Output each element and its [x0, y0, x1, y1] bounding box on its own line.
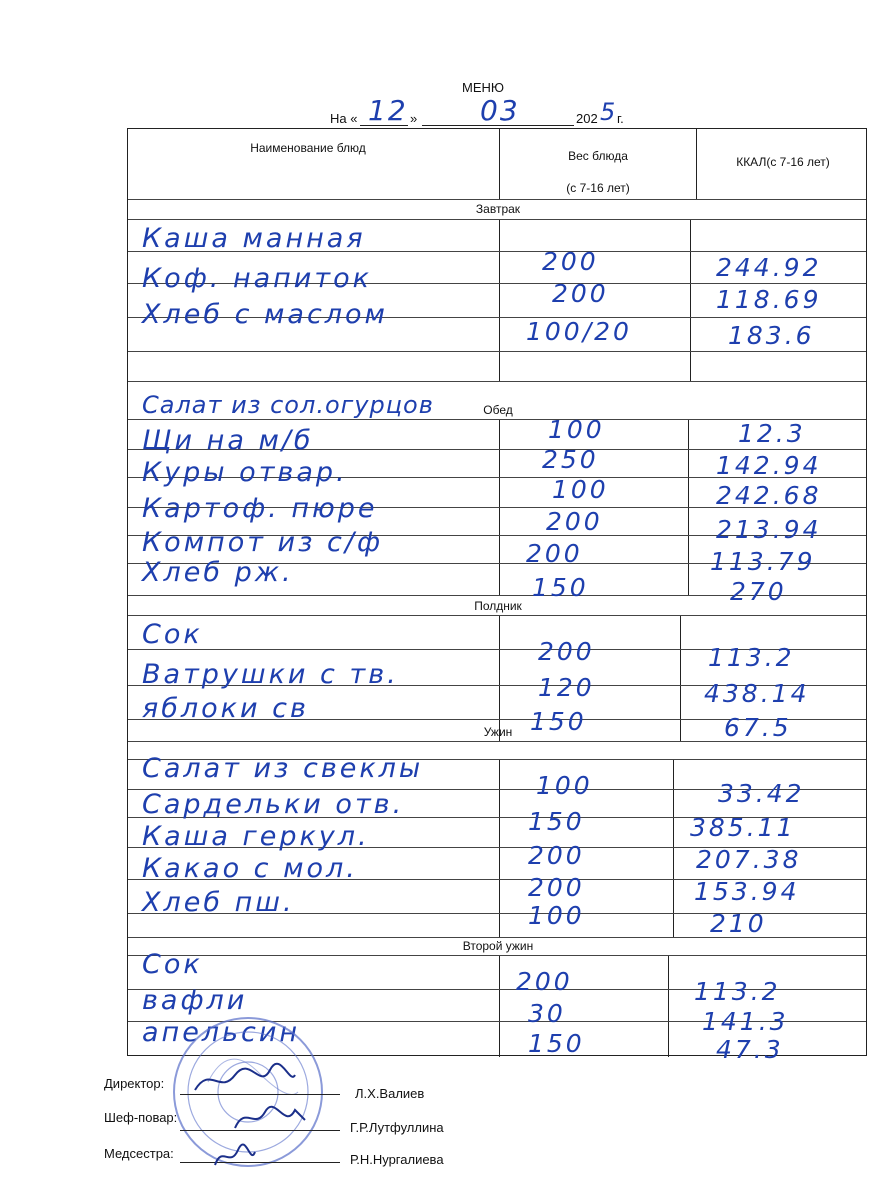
chef-signature — [230, 1100, 310, 1136]
snack-item-name: Сок — [142, 619, 203, 650]
breakfast-item-kcal: 118.69 — [716, 285, 822, 314]
lunch-item-kcal: 270 — [730, 577, 787, 606]
snack-item-name: яблоки св — [142, 693, 309, 724]
row-line — [128, 955, 866, 956]
dinner-item-name: Какао с мол. — [142, 853, 358, 884]
breakfast-item-name: Хлеб с маслом — [142, 299, 388, 330]
second-dinner-item-weight: 200 — [516, 967, 573, 996]
lunch-item-name: Компот из с/ф — [142, 527, 384, 558]
dinner-item-kcal: 210 — [710, 909, 767, 938]
dinner-item-weight: 200 — [528, 841, 585, 870]
breakfast-item-weight: 200 — [552, 279, 609, 308]
row-line — [128, 199, 866, 200]
breakfast-item-weight: 200 — [542, 247, 599, 276]
chef-name: Г.Р.Лутфуллина — [350, 1120, 444, 1135]
lunch-item-weight: 150 — [532, 573, 589, 602]
col-line-2f — [668, 955, 669, 1057]
dinner-item-kcal: 153.94 — [694, 877, 800, 906]
nurse-name: Р.Н.Нургалиева — [350, 1152, 444, 1167]
day-value: 12 — [368, 94, 408, 127]
lunch-item-kcal: 213.94 — [716, 515, 822, 544]
dinner-item-name: Каша геркул. — [142, 821, 370, 852]
lunch-item-kcal: 242.68 — [716, 481, 822, 510]
row-line — [128, 219, 866, 220]
second-dinner-item-kcal: 47.3 — [716, 1035, 784, 1064]
second-dinner-item-weight: 150 — [528, 1029, 585, 1058]
dinner-item-weight: 150 — [528, 807, 585, 836]
director-signature — [190, 1060, 300, 1100]
col-line-1f — [499, 955, 500, 1057]
dinner-item-kcal: 207.38 — [696, 845, 802, 874]
col-header-weight-sub: (с 7-16 лет) — [566, 181, 630, 195]
second-dinner-item-name: Сок — [142, 949, 203, 980]
page-title: МЕНЮ — [462, 80, 505, 95]
breakfast-item-name: Каша манная — [142, 223, 366, 254]
lunch-item-name: Хлеб рж. — [142, 557, 294, 588]
nurse-signature — [210, 1140, 260, 1170]
col-line-1b — [499, 219, 500, 381]
director-name: Л.Х.Валиев — [355, 1086, 425, 1101]
lunch-item-weight: 100 — [548, 415, 605, 444]
date-sep: » — [410, 111, 418, 126]
breakfast-item-kcal: 183.6 — [728, 321, 815, 350]
second-dinner-item-kcal: 141.3 — [702, 1007, 789, 1036]
menu-table — [127, 128, 867, 1064]
dinner-item-name: Салат из свеклы — [142, 753, 424, 784]
lunch-item-weight: 250 — [542, 445, 599, 474]
row-line — [128, 351, 866, 352]
snack-item-kcal: 113.2 — [708, 643, 795, 672]
col-line-2e — [673, 759, 674, 937]
section-second-dinner: Второй ужин — [462, 939, 534, 953]
section-dinner: Ужин — [483, 725, 513, 739]
date-prefix: На « — [330, 111, 358, 126]
lunch-item-kcal: 12.3 — [738, 419, 806, 448]
col-line-2d — [680, 615, 681, 741]
year-digit: 5 — [600, 98, 618, 126]
second-dinner-item-kcal: 113.2 — [694, 977, 781, 1006]
col-header-weight: Вес блюда — [568, 149, 628, 163]
col-header-name: Наименование блюд — [250, 141, 366, 155]
month-value: 03 — [480, 94, 520, 127]
second-dinner-item-name: апельсин — [142, 1017, 301, 1048]
snack-item-weight: 150 — [530, 707, 587, 736]
dinner-item-name: Хлеб пш. — [142, 887, 295, 918]
nurse-label: Медсестра: — [104, 1146, 174, 1161]
dinner-item-name: Сардельки отв. — [142, 789, 405, 820]
chef-label: Шеф-повар: — [104, 1110, 178, 1125]
section-lunch: Обед — [483, 403, 513, 417]
lunch-item-name: Куры отвар. — [142, 457, 348, 488]
breakfast-item-weight: 100/20 — [526, 317, 632, 346]
snack-item-kcal: 67.5 — [724, 713, 792, 742]
director-label: Директор: — [104, 1076, 165, 1091]
lunch-item-weight: 200 — [546, 507, 603, 536]
section-breakfast: Завтрак — [475, 202, 521, 216]
col-line-2b — [690, 219, 691, 381]
lunch-item-weight: 200 — [526, 539, 583, 568]
second-dinner-item-weight: 30 — [528, 999, 566, 1028]
col-header-kcal: ККАЛ(с 7-16 лет) — [736, 155, 830, 169]
lunch-item-name: Картоф. пюре — [142, 493, 378, 524]
snack-item-kcal: 438.14 — [704, 679, 810, 708]
year-prefix: 202 — [576, 111, 598, 126]
breakfast-item-kcal: 244.92 — [716, 253, 822, 282]
breakfast-item-name: Коф. напиток — [142, 263, 372, 294]
lunch-item-name: Щи на м/б — [142, 425, 314, 456]
dinner-item-kcal: 385.11 — [690, 813, 796, 842]
date-line — [330, 94, 640, 130]
lunch-item-name: Салат из сол.огурцов — [142, 391, 434, 419]
snack-item-weight: 120 — [538, 673, 595, 702]
snack-item-weight: 200 — [538, 637, 595, 666]
snack-item-name: Ватрушки с тв. — [142, 659, 399, 690]
lunch-item-weight: 100 — [552, 475, 609, 504]
col-line-2 — [696, 129, 697, 199]
lunch-item-kcal: 142.94 — [716, 451, 822, 480]
col-line-1d — [499, 615, 500, 741]
dinner-item-weight: 200 — [528, 873, 585, 902]
row-line — [128, 381, 866, 382]
col-line-1e — [499, 759, 500, 937]
dinner-item-kcal: 33.42 — [718, 779, 805, 808]
row-line — [128, 615, 866, 616]
year-suffix: г. — [617, 111, 624, 126]
second-dinner-item-name: вафли — [142, 985, 248, 1016]
lunch-item-kcal: 113.79 — [710, 547, 816, 576]
dinner-item-weight: 100 — [536, 771, 593, 800]
section-snack: Полдник — [474, 599, 522, 613]
nurse-sign-line — [180, 1162, 340, 1163]
dinner-item-weight: 100 — [528, 901, 585, 930]
